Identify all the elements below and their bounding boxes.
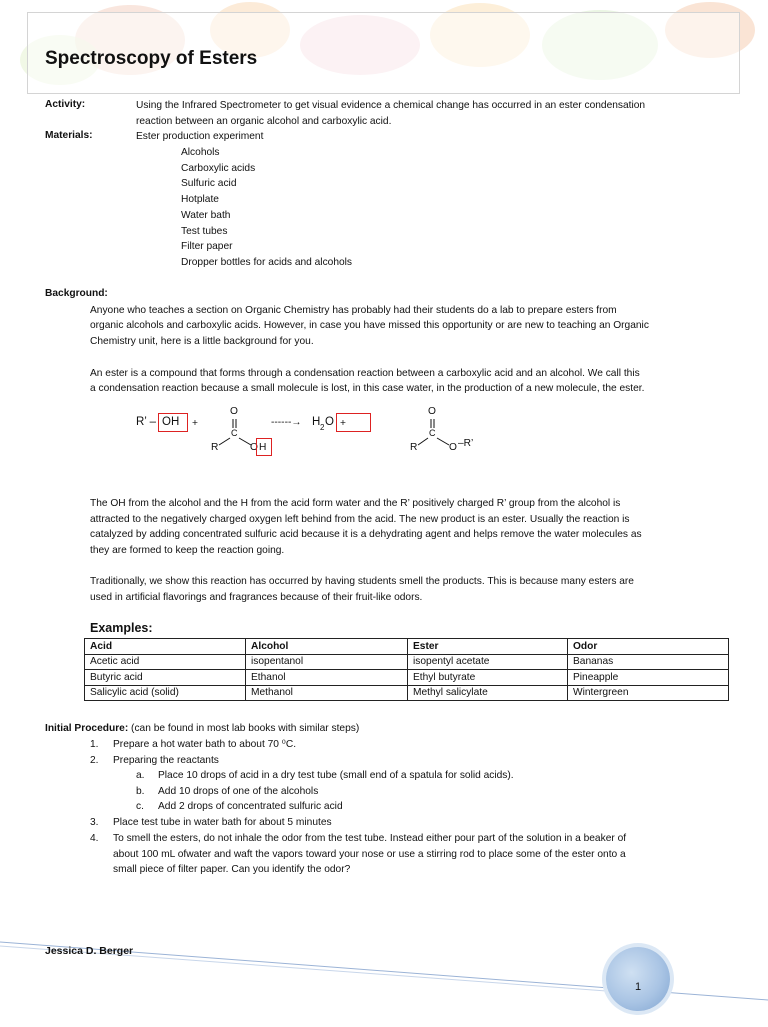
step-text: Place test tube in water bath for about 5 minutes — [113, 817, 332, 828]
table-cell: Ethyl butyrate — [408, 670, 568, 686]
reaction-bonds — [0, 400, 768, 470]
examples-table — [84, 638, 729, 701]
examples-title: Examples: — [90, 621, 153, 635]
acid-h: H — [259, 442, 267, 453]
step-number: 4. — [90, 833, 99, 844]
materials-item: Carboxylic acids — [181, 163, 256, 174]
table-header-cell: Odor — [568, 639, 729, 655]
materials-item: Water bath — [181, 210, 231, 221]
table-cell: isopentyl acetate — [408, 654, 568, 670]
table-header-cell: Acid — [85, 639, 246, 655]
plus-sign: + — [340, 418, 346, 429]
materials-item: Hotplate — [181, 194, 219, 205]
step-text: Prepare a hot water bath to about 70 ⁰C. — [113, 739, 297, 750]
step-number: 2. — [90, 755, 99, 766]
water-o: O — [325, 416, 334, 428]
materials-first: Ester production experiment — [136, 131, 264, 142]
table-cell: Salicylic acid (solid) — [85, 685, 246, 701]
table-header-row — [85, 639, 729, 655]
substep-text: Add 10 drops of one of the alcohols — [158, 786, 319, 797]
substep-letter: c. — [136, 801, 144, 812]
step-number: 1. — [90, 739, 99, 750]
activity-label: Activity: — [45, 99, 86, 110]
table-cell: Butyric acid — [85, 670, 246, 686]
materials-item: Alcohols — [181, 147, 220, 158]
activity-line: reaction between an organic alcohol and carboxylic acid. — [136, 116, 392, 127]
substep-letter: b. — [136, 786, 145, 797]
materials-item: Filter paper — [181, 241, 233, 252]
table-cell: Ethanol — [246, 670, 408, 686]
ester-o: O — [449, 442, 457, 453]
footer-author: Jessica D. Berger — [45, 945, 134, 957]
substep-text: Place 10 drops of acid in a dry test tube (small end of a spatula for solid acids). — [158, 770, 514, 781]
plus-sign: + — [192, 418, 198, 429]
r-prime-label: R’ – — [136, 416, 157, 428]
table-header-cell: Alcohol — [246, 639, 408, 655]
table-row — [85, 685, 729, 701]
table-cell: Acetic acid — [85, 654, 246, 670]
reaction-equation — [0, 400, 768, 470]
table-cell: Wintergreen — [568, 685, 729, 701]
background-p4-line: used in artificial flavorings and fragrances because of their fruit-like odors. — [90, 592, 423, 603]
procedure-label: Initial Procedure: — [45, 723, 129, 734]
background-p1-line: Anyone who teaches a section on Organic Chemistry has probably had their students do a lab to prepare esters from — [90, 305, 617, 316]
table-cell: Pineapple — [568, 670, 729, 686]
ester-r-prime: –R’ — [458, 438, 474, 449]
acid-r-group: R — [211, 442, 219, 453]
table-header-cell: Ester — [408, 639, 568, 655]
procedure-note: (can be found in most lab books with similar steps) — [128, 723, 360, 734]
step-number: 3. — [90, 817, 99, 828]
background-p2-line: An ester is a compound that forms through a condensation reaction between a carboxylic acid and an alcohol. We call this — [90, 368, 640, 379]
step-text: Preparing the reactants — [113, 755, 219, 766]
materials-item: Test tubes — [181, 226, 228, 237]
background-p1-line: Chemistry unit, here is a little background for you. — [90, 336, 314, 347]
step-text: about 100 mL ofwater and waft the vapors toward your nose or use a stirring rod to place some of the ester onto a — [113, 849, 626, 860]
activity-line: Using the Infrared Spectrometer to get visual evidence a chemical change has occurred in an ester condensation — [136, 100, 646, 111]
table-row — [85, 670, 729, 686]
ester-carbon: C — [429, 428, 436, 438]
page-title: Spectroscopy of Esters — [45, 48, 258, 69]
background-p4-line: Traditionally, we show this reaction has occurred by having students smell the products. This is because many esters are — [90, 576, 634, 587]
step-text: small piece of filter paper. Can you identify the odor? — [113, 864, 351, 875]
substep-text: Add 2 drops of concentrated sulfuric acid — [158, 801, 343, 812]
materials-item: Dropper bottles for acids and alcohols — [181, 257, 353, 268]
background-p2-line: a condensation reaction because a small molecule is lost, in this case water, in the production of a new molecule, the ester. — [90, 383, 645, 394]
table-cell: Methyl salicylate — [408, 685, 568, 701]
water-subscript: 2 — [320, 423, 325, 432]
background-p3-line: catalyzed by adding concentrated sulfuric acid because it is a dehydrating agent and helps remove the water molecules as — [90, 529, 642, 540]
page-number-badge — [606, 947, 670, 1011]
reaction-arrow: ------→ — [271, 417, 302, 428]
acid-o: O — [250, 442, 258, 453]
procedure-heading — [45, 721, 359, 737]
ester-carbonyl-o: O — [428, 406, 436, 417]
background-p3-line: they are formed to keep the reaction going. — [90, 545, 285, 556]
page-number: 1 — [634, 981, 642, 993]
table-row — [85, 654, 729, 670]
table-cell: Methanol — [246, 685, 408, 701]
materials-label: Materials: — [45, 130, 93, 141]
table-cell: Bananas — [568, 654, 729, 670]
ester-r-group: R — [410, 442, 418, 453]
acid-carbonyl-o: O — [230, 406, 238, 417]
background-p3-line: The OH from the alcohol and the H from the acid form water and the R’ positively charged R’ group from the alcohol is — [90, 498, 621, 509]
water-h: H — [312, 416, 321, 428]
materials-item: Sulfuric acid — [181, 178, 237, 189]
step-text: To smell the esters, do not inhale the odor from the test tube. Instead either pour part of the solution in a beaker of — [113, 833, 627, 844]
oh-label: OH — [162, 416, 180, 428]
substep-letter: a. — [136, 770, 145, 781]
table-cell: isopentanol — [246, 654, 408, 670]
background-p1-line: organic alcohols and carboxylic acids. However, in case you have missed this opportunity or are new to teaching an Organic — [90, 320, 649, 331]
background-p3-line: attracted to the negatively charged oxygen left behind from the acid. The new product is an ester. Usually the reaction is — [90, 514, 630, 525]
acid-carbon: C — [231, 428, 238, 438]
background-label: Background: — [45, 288, 108, 299]
